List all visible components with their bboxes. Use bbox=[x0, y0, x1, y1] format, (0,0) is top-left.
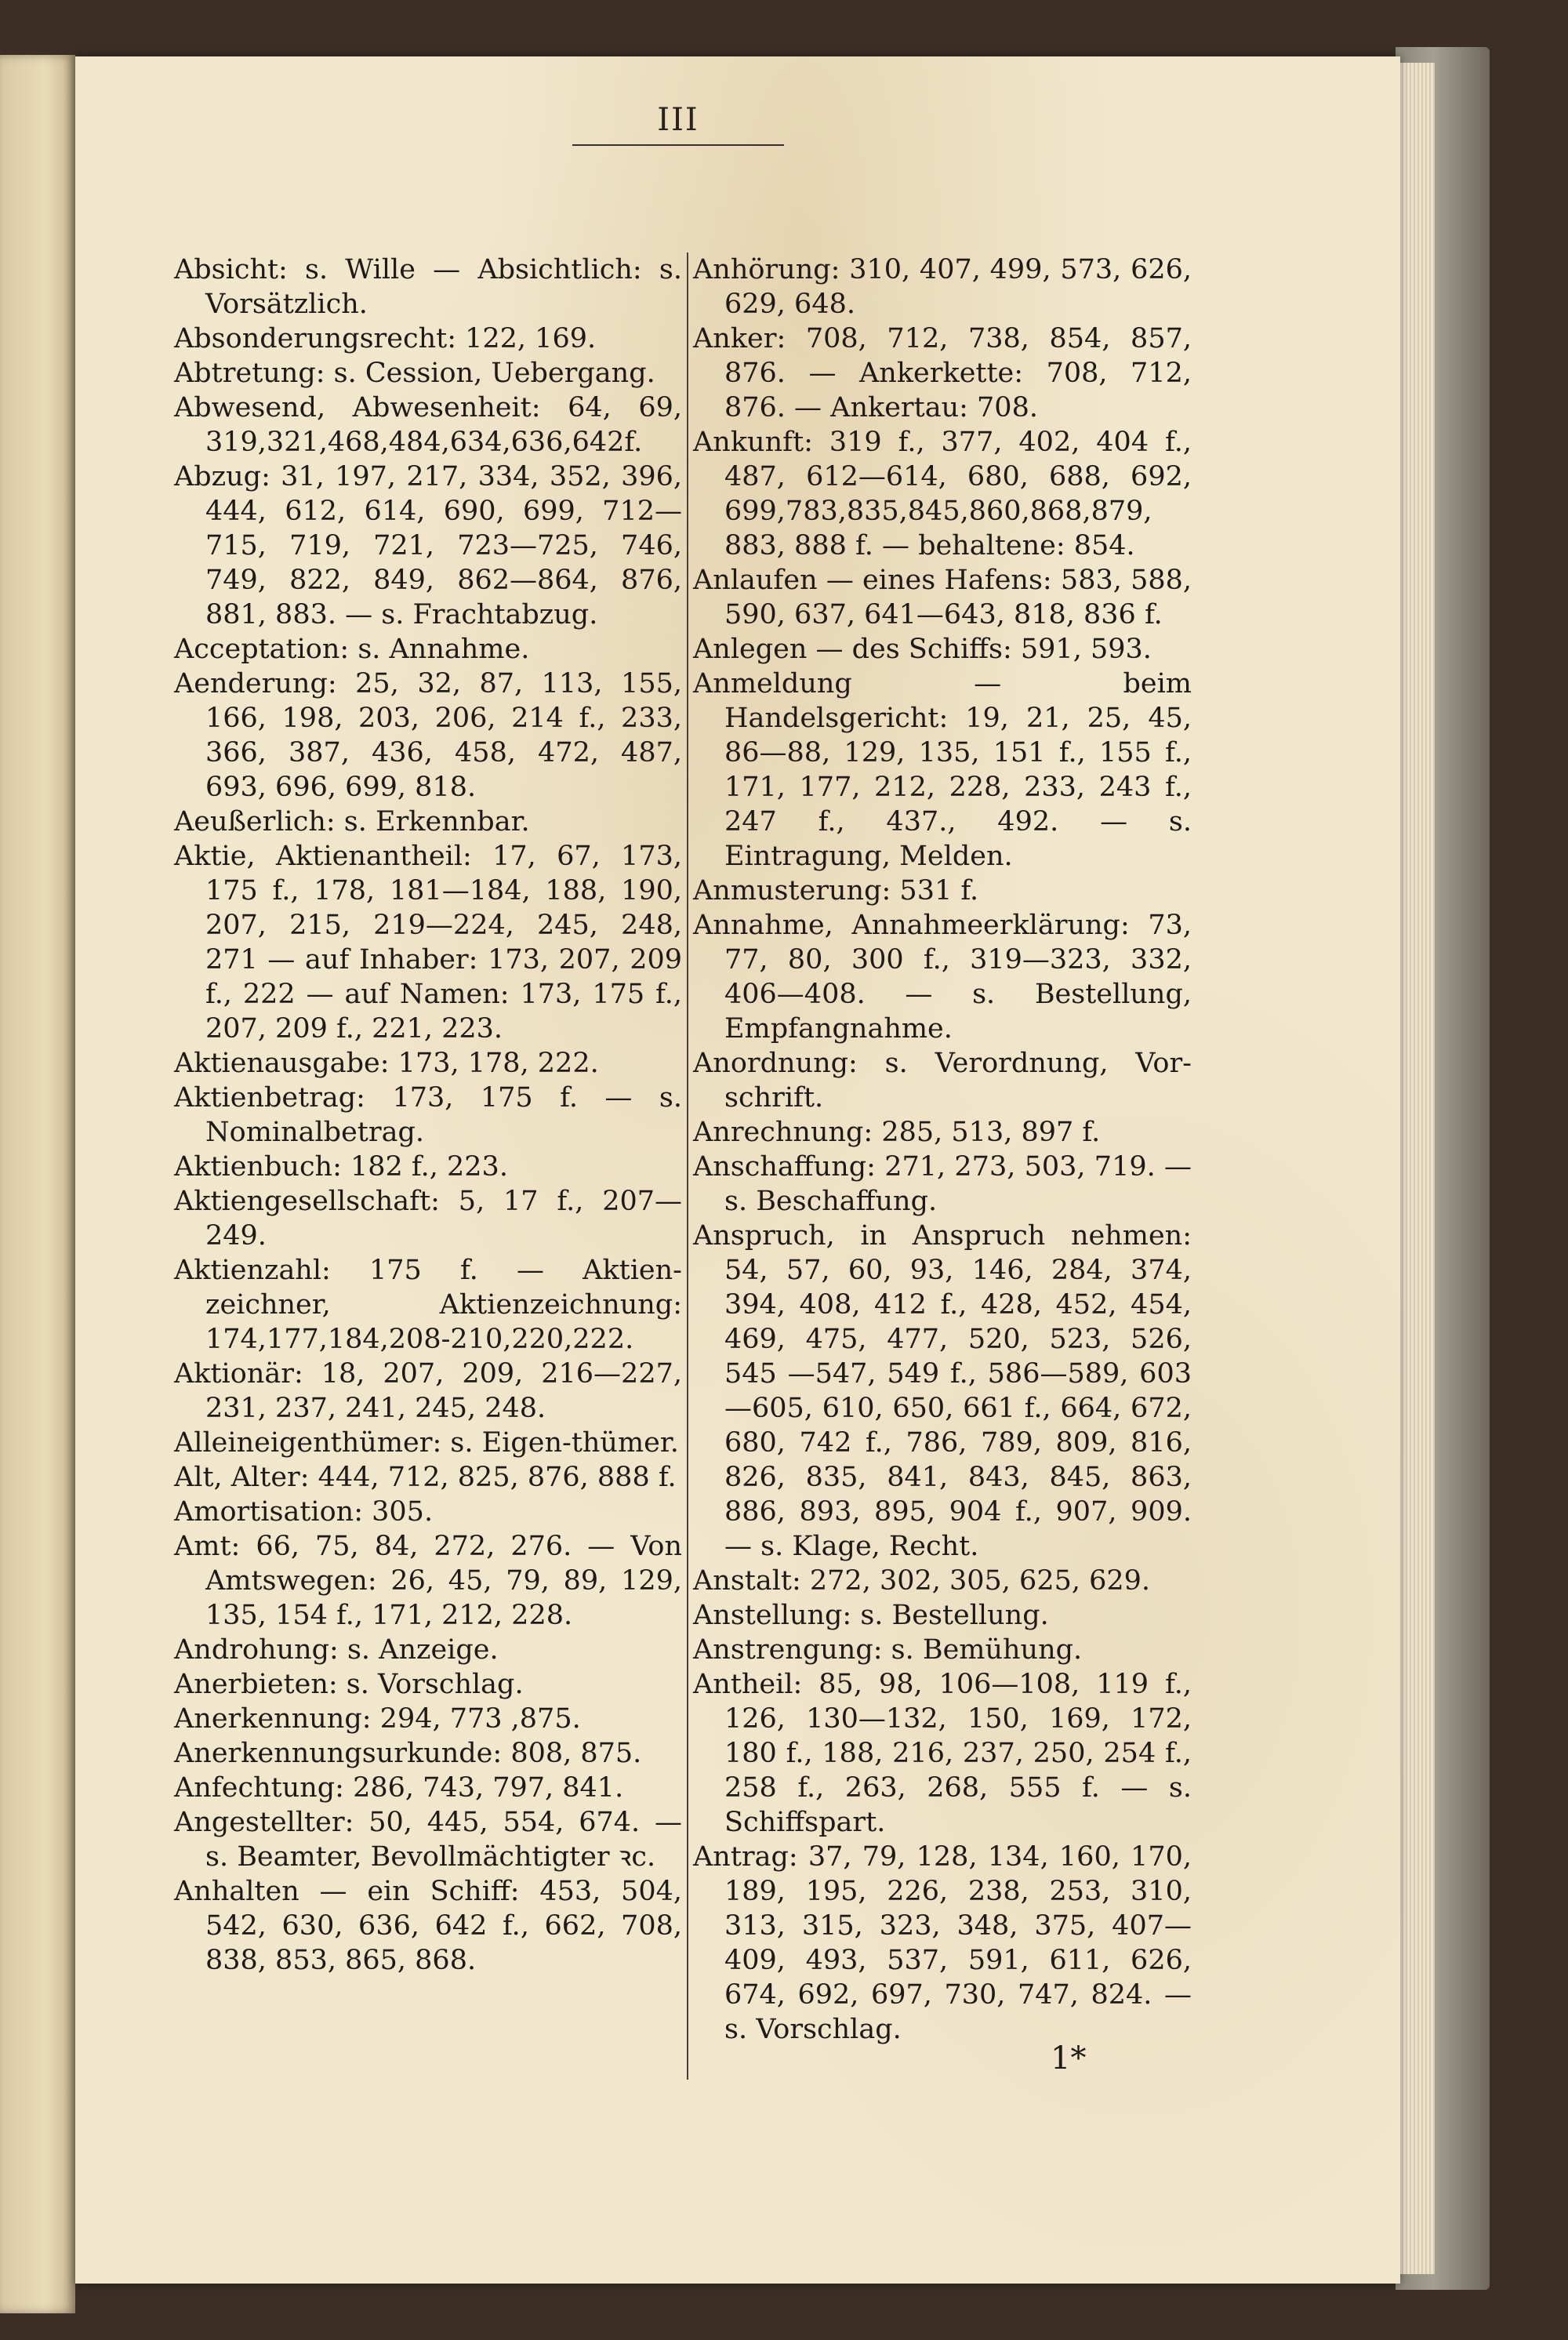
index-entry: Alt, Alter: 444, 712, 825, 876, 888 f. bbox=[174, 1462, 677, 1493]
index-entry: Aktionär: 18, 207, 209, 216—227, 231, 237, 241, 245, 248. bbox=[174, 1358, 682, 1424]
index-column-right bbox=[693, 253, 1192, 2047]
index-entry: Anker: 708, 712, 738, 854, 857, 876. — Ankerkette: 708, 712, 876. — Ankertau: 708. bbox=[693, 323, 1192, 423]
index-entry: Aktie, Aktienantheil: 17, 67, 173, 175 f., 178, 181—184, 188, 190, 207, 215, 219—224, 245, 248, 271 — auf Inhaber: 173, 207, 209 f., 222 — auf Namen: 173, 175 f., 207, 209 f., 221, 223. bbox=[174, 841, 682, 1045]
index-entry: Anstellung: s. Bestellung. bbox=[693, 1600, 1049, 1631]
index-entry: Annahme, Annahmeerklärung: 73, 77, 80, 300 f., 319—323, 332, 406—408. — s. Bestellung, Empfangnahme. bbox=[693, 910, 1192, 1045]
index-entry: Amt: 66, 75, 84, 272, 276. — Von Amtswegen: 26, 45, 79, 89, 129, 135, 154 f., 171, 212, 228. bbox=[174, 1531, 682, 1631]
index-entry: Anerbieten: s. Vorschlag. bbox=[174, 1669, 524, 1700]
index-entry: Androhung: s. Anzeige. bbox=[174, 1634, 499, 1666]
index-entry: Abtretung: s. Cession, Uebergang. bbox=[174, 358, 655, 389]
signature-mark: 1* bbox=[1051, 2040, 1087, 2077]
index-entry: Anhalten — ein Schiff: 453, 504, 542, 630, 636, 642 f., 662, 708, 838, 853, 865, 868. bbox=[174, 1876, 682, 1976]
index-entry: Anerkennung: 294, 773 ,875. bbox=[174, 1703, 581, 1735]
index-entry: Anerkennungsurkunde: 808, 875. bbox=[174, 1738, 642, 1769]
index-entry: Anstrengung: s. Bemühung. bbox=[693, 1634, 1083, 1666]
index-entry: Absonderungsrecht: 122, 169. bbox=[174, 323, 597, 354]
index-entry: Anlaufen — eines Hafens: 583, 588, 590, 637, 641—643, 818, 836 f. bbox=[693, 565, 1192, 630]
index-entry: Abwesend, Abwesenheit: 64, 69, 319,321,468,484,634,636,642f. bbox=[174, 392, 682, 458]
column-divider bbox=[687, 253, 688, 2080]
index-entry: Abzug: 31, 197, 217, 334, 352, 396, 444, 612, 614, 690, 699, 712—715, 719, 721, 723—725, 746, 749, 822, 849, 862—864, 876, 881, 883. — s. Frachtabzug. bbox=[174, 461, 682, 630]
page-number: III bbox=[572, 102, 784, 146]
index-entry: Angestellter: 50, 445, 554, 674. — s. Beamter, Bevollmächtigter ꝛc. bbox=[174, 1807, 682, 1873]
index-entry: Acceptation: s. Annahme. bbox=[174, 634, 530, 665]
index-entry: Anhörung: 310, 407, 499, 573, 626, 629, 648. bbox=[693, 254, 1192, 320]
index-entry: Aktienzahl: 175 f. — Aktien-zeichner, Aktienzeichnung: 174,177,184,208-210,220,222. bbox=[174, 1255, 682, 1355]
index-entry: Anrechnung: 285, 513, 897 f. bbox=[693, 1117, 1101, 1148]
facing-page-edge bbox=[0, 55, 75, 2313]
index-entry: Anlegen — des Schiffs: 591, 593. bbox=[693, 634, 1152, 665]
index-entry: Aktienbetrag: 173, 175 f. — s. Nominalbetrag. bbox=[174, 1082, 682, 1148]
index-entry: Anstalt: 272, 302, 305, 625, 629. bbox=[693, 1565, 1151, 1597]
index-entry: Aeußerlich: s. Erkennbar. bbox=[174, 806, 530, 838]
index-entry: Amortisation: 305. bbox=[174, 1496, 434, 1528]
index-entry: Antrag: 37, 79, 128, 134, 160, 170, 189, 195, 226, 238, 253, 310, 313, 315, 323, 348, 375, 407—409, 493, 537, 591, 611, 626, 674, 692, 697, 730, 747, 824. — s. Vorschlag. bbox=[693, 1841, 1192, 2045]
index-entry: Aktiengesellschaft: 5, 17 f., 207—249. bbox=[174, 1186, 682, 1252]
index-entry: Aenderung: 25, 32, 87, 113, 155, 166, 198, 203, 206, 214 f., 233, 366, 387, 436, 458, 472, 487, 693, 696, 699, 818. bbox=[174, 668, 682, 803]
index-entry: Ankunft: 319 f., 377, 402, 404 f., 487, 612—614, 680, 688, 692, 699,783,835,845,860,868,879, 883, 888 f. — behaltene: 854. bbox=[693, 427, 1192, 561]
index-entry: Antheil: 85, 98, 106—108, 119 f., 126, 130—132, 150, 169, 172, 180 f., 188, 216, 237, 250, 254 f., 258 f., 263, 268, 555 f. — s. Schiffspart. bbox=[693, 1669, 1192, 1838]
index-entry: Aktienbuch: 182 f., 223. bbox=[174, 1151, 508, 1183]
index-entry: Anmusterung: 531 f. bbox=[693, 875, 979, 907]
index-entry: Alleineigenthümer: s. Eigen-thümer. bbox=[174, 1427, 679, 1459]
index-entry: Anfechtung: 286, 743, 797, 841. bbox=[174, 1772, 624, 1804]
index-entry: Aktienausgabe: 173, 178, 222. bbox=[174, 1048, 599, 1079]
index-entry: Anspruch, in Anspruch nehmen: 54, 57, 60, 93, 146, 284, 374, 394, 408, 412 f., 428, 452, 454, 469, 475, 477, 520, 523, 526, 545 —547, 549 f., 586—589, 603—605, 610, 650, 661 f., 664, 672, 680, 742 f., 786, 789, 809, 816, 826, 835, 841, 843, 845, 863, 886, 893, 895, 904 f., 907, 909. — s. Klage, Recht. bbox=[693, 1220, 1192, 1562]
index-entry: Absicht: s. Wille — Absichtlich: s. Vorsätzlich. bbox=[174, 254, 682, 320]
index-entry: Anordnung: s. Verordnung, Vor-schrift. bbox=[693, 1048, 1192, 1114]
index-entry: Anschaffung: 271, 273, 503, 719. — s. Beschaffung. bbox=[693, 1151, 1192, 1217]
index-entry: Anmeldung — beim Handelsgericht: 19, 21, 25, 45, 86—88, 129, 135, 151 f., 155 f., 171, 177, 212, 228, 233, 243 f., 247 f., 437., 492. — s. Eintragung, Melden. bbox=[693, 668, 1192, 872]
index-column-left bbox=[174, 253, 682, 1978]
